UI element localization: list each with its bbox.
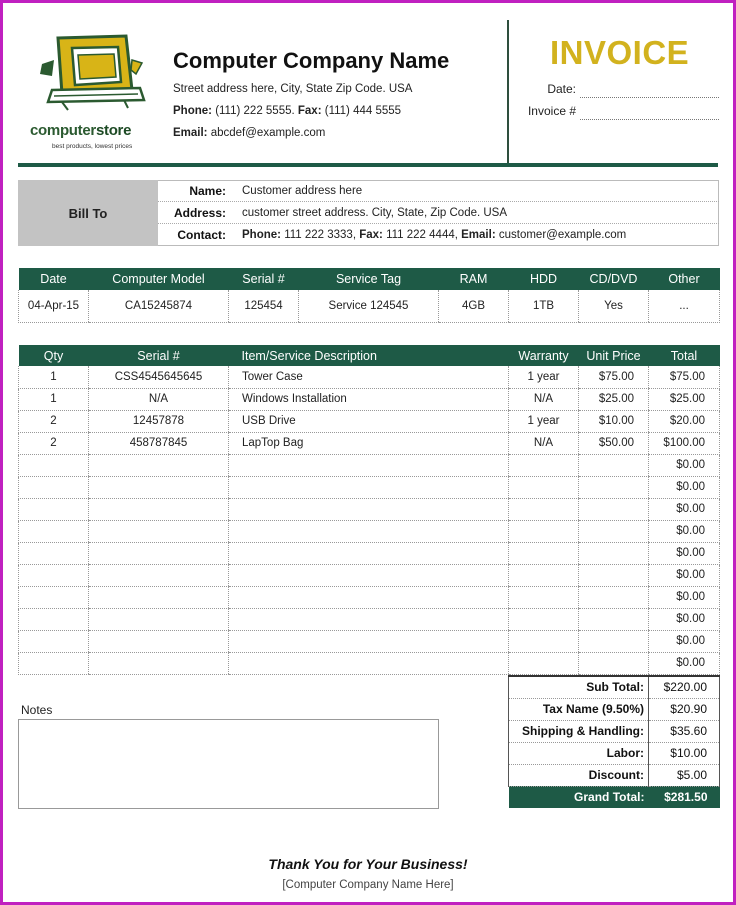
item-qty[interactable]: [19, 586, 89, 608]
item-unit-price[interactable]: [579, 652, 649, 674]
invoice-title: INVOICE: [550, 34, 690, 71]
totals-row: [509, 676, 720, 698]
spec-header-model: Computer Model: [89, 268, 229, 290]
item-serial[interactable]: CSS4545645645: [89, 366, 229, 388]
item-description[interactable]: LapTop Bag: [229, 432, 509, 454]
item-row: [19, 366, 720, 388]
item-warranty[interactable]: N/A: [509, 432, 579, 454]
footer-company-name: [Computer Company Name Here]: [282, 879, 454, 891]
notes-field[interactable]: [18, 719, 439, 809]
item-warranty[interactable]: [509, 498, 579, 520]
item-total[interactable]: $0.00: [649, 542, 720, 564]
spec-header-cd-dvd: CD/DVD: [579, 268, 649, 290]
item-unit-price[interactable]: [579, 564, 649, 586]
bill-to-name[interactable]: Customer address here: [242, 185, 363, 197]
item-warranty[interactable]: [509, 454, 579, 476]
notes-label: Notes: [21, 703, 53, 717]
thank-you-message: Thank You for Your Business!: [268, 856, 468, 872]
totals-value[interactable]: $220.00: [649, 676, 720, 698]
item-description[interactable]: [229, 542, 509, 564]
item-qty[interactable]: 2: [19, 410, 89, 432]
item-row: [19, 542, 720, 564]
item-unit-price[interactable]: [579, 454, 649, 476]
spec-header-other: Other: [649, 268, 720, 290]
item-serial[interactable]: [89, 476, 229, 498]
item-row: [19, 586, 720, 608]
item-total[interactable]: $100.00: [649, 432, 720, 454]
item-serial[interactable]: [89, 454, 229, 476]
items-header-serial: Serial #: [89, 345, 229, 366]
bill-to-contact[interactable]: Phone: 111 222 3333, Fax: 111 222 4444, Email: customer@example.com: [242, 229, 627, 241]
spec-hdd[interactable]: 1TB: [509, 290, 579, 322]
company-address: Street address here, City, State Zip Code. USA: [173, 83, 413, 95]
item-qty[interactable]: 1: [19, 388, 89, 410]
bill-to-address[interactable]: customer street address. City, State, Zip Code. USA: [242, 207, 508, 219]
item-unit-price[interactable]: $10.00: [579, 410, 649, 432]
item-serial[interactable]: 12457878: [89, 410, 229, 432]
item-warranty[interactable]: [509, 542, 579, 564]
item-unit-price[interactable]: [579, 476, 649, 498]
item-row: [19, 454, 720, 476]
item-row: [19, 520, 720, 542]
item-description[interactable]: Tower Case: [229, 366, 509, 388]
item-total[interactable]: $0.00: [649, 454, 720, 476]
item-serial[interactable]: [89, 586, 229, 608]
bill-to-address-label: Address:: [173, 206, 226, 220]
totals-row: [509, 764, 720, 786]
item-description[interactable]: [229, 586, 509, 608]
company-name: Computer Company Name: [173, 48, 450, 73]
totals-row: [509, 742, 720, 764]
item-serial[interactable]: [89, 520, 229, 542]
date-field[interactable]: [580, 97, 719, 98]
item-row: [19, 432, 720, 454]
item-warranty[interactable]: [509, 476, 579, 498]
totals-label: Labor:: [509, 742, 649, 764]
company-phone-fax: Phone: (111) 222 5555. Fax: (111) 444 5555: [173, 105, 402, 117]
item-warranty[interactable]: [509, 586, 579, 608]
item-serial[interactable]: 458787845: [89, 432, 229, 454]
totals-value[interactable]: $35.60: [649, 720, 720, 742]
item-qty[interactable]: [19, 564, 89, 586]
bill-to-separator: [158, 201, 719, 202]
item-row: [19, 608, 720, 630]
spec-header-serial: Serial #: [229, 268, 299, 290]
item-qty[interactable]: 2: [19, 432, 89, 454]
item-unit-price[interactable]: $75.00: [579, 366, 649, 388]
item-unit-price[interactable]: [579, 630, 649, 652]
grand-total-row: [509, 786, 720, 808]
item-warranty[interactable]: 1 year: [509, 366, 579, 388]
item-total[interactable]: $75.00: [649, 366, 720, 388]
item-total[interactable]: $0.00: [649, 476, 720, 498]
grand-total-value: $281.50: [649, 786, 720, 808]
computer-spec-table: [18, 268, 720, 323]
spec-header-date: Date: [19, 268, 89, 290]
header-divider-vertical: [507, 20, 509, 164]
item-description[interactable]: [229, 652, 509, 674]
item-serial[interactable]: [89, 630, 229, 652]
item-unit-price[interactable]: $25.00: [579, 388, 649, 410]
totals-row: [509, 720, 720, 742]
spec-date[interactable]: 04-Apr-15: [19, 290, 89, 322]
item-row: [19, 410, 720, 432]
item-description[interactable]: [229, 520, 509, 542]
item-qty[interactable]: [19, 476, 89, 498]
totals-value[interactable]: $20.90: [649, 698, 720, 720]
item-total[interactable]: $0.00: [649, 586, 720, 608]
item-row: [19, 652, 720, 674]
item-unit-price[interactable]: [579, 586, 649, 608]
item-warranty[interactable]: [509, 564, 579, 586]
item-serial[interactable]: [89, 542, 229, 564]
logo-tagline: best products, lowest prices: [52, 143, 133, 150]
invoice-number-label: Invoice #: [527, 104, 576, 118]
spec-serial[interactable]: 125454: [229, 290, 299, 322]
grand-total-label: Grand Total:: [509, 786, 649, 808]
item-qty[interactable]: [19, 630, 89, 652]
item-row: [19, 498, 720, 520]
item-serial[interactable]: [89, 498, 229, 520]
totals-label: Shipping & Handling:: [509, 720, 649, 742]
item-qty[interactable]: 1: [19, 366, 89, 388]
item-row: [19, 630, 720, 652]
items-header-total: Total: [649, 345, 720, 366]
totals-label: Tax Name (9.50%): [509, 698, 649, 720]
item-qty[interactable]: [19, 520, 89, 542]
spec-service-tag[interactable]: Service 124545: [299, 290, 439, 322]
item-serial[interactable]: [89, 652, 229, 674]
item-unit-price[interactable]: [579, 498, 649, 520]
items-header-qty: Qty: [19, 345, 89, 366]
item-row: [19, 564, 720, 586]
spec-model[interactable]: CA15245874: [89, 290, 229, 322]
item-warranty[interactable]: 1 year: [509, 410, 579, 432]
item-description[interactable]: [229, 608, 509, 630]
item-unit-price[interactable]: $50.00: [579, 432, 649, 454]
spec-header-hdd: HDD: [509, 268, 579, 290]
item-qty[interactable]: [19, 608, 89, 630]
bill-to-contact-label: Contact:: [177, 228, 226, 242]
item-description[interactable]: Windows Installation: [229, 388, 509, 410]
items-table: [18, 345, 720, 675]
item-description[interactable]: [229, 476, 509, 498]
logo-wordmark: computerstore: [30, 122, 132, 139]
item-warranty[interactable]: [509, 652, 579, 674]
item-unit-price[interactable]: [579, 608, 649, 630]
item-total[interactable]: $25.00: [649, 388, 720, 410]
totals-table: [508, 675, 720, 808]
spec-ram[interactable]: 4GB: [439, 290, 509, 322]
bill-to-label: Bill To: [18, 180, 158, 246]
spec-header-service-tag: Service Tag: [299, 268, 439, 290]
item-qty[interactable]: [19, 454, 89, 476]
item-warranty[interactable]: [509, 520, 579, 542]
item-description[interactable]: [229, 564, 509, 586]
company-email: Email: abcdef@example.com: [173, 127, 326, 139]
items-header-warranty: Warranty: [509, 345, 579, 366]
item-serial[interactable]: N/A: [89, 388, 229, 410]
totals-value[interactable]: $5.00: [649, 764, 720, 786]
spec-row: [19, 290, 720, 322]
item-serial[interactable]: [89, 608, 229, 630]
item-warranty[interactable]: N/A: [509, 388, 579, 410]
item-unit-price[interactable]: [579, 542, 649, 564]
items-header-unit-price: Unit Price: [579, 345, 649, 366]
item-total[interactable]: $0.00: [649, 630, 720, 652]
item-total[interactable]: $0.00: [649, 520, 720, 542]
items-header-description: Item/Service Description: [229, 345, 509, 366]
item-total[interactable]: $0.00: [649, 608, 720, 630]
totals-label: Discount:: [509, 764, 649, 786]
item-total[interactable]: $0.00: [649, 652, 720, 674]
item-description[interactable]: [229, 454, 509, 476]
invoice-number-field[interactable]: [580, 119, 719, 120]
totals-value[interactable]: $10.00: [649, 742, 720, 764]
totals-row: [509, 698, 720, 720]
item-unit-price[interactable]: [579, 520, 649, 542]
item-description[interactable]: [229, 630, 509, 652]
date-label: Date:: [547, 82, 576, 96]
item-total[interactable]: $20.00: [649, 410, 720, 432]
spec-header-ram: RAM: [439, 268, 509, 290]
item-total[interactable]: $0.00: [649, 564, 720, 586]
item-row: [19, 476, 720, 498]
item-serial[interactable]: [89, 564, 229, 586]
item-warranty[interactable]: [509, 630, 579, 652]
bill-to-separator: [158, 223, 719, 224]
item-description[interactable]: [229, 498, 509, 520]
item-qty[interactable]: [19, 652, 89, 674]
item-total[interactable]: $0.00: [649, 498, 720, 520]
item-qty[interactable]: [19, 498, 89, 520]
header-divider: [18, 163, 718, 167]
bill-to-name-label: Name:: [189, 184, 226, 198]
item-row: [19, 388, 720, 410]
item-qty[interactable]: [19, 542, 89, 564]
spec-cd-dvd[interactable]: Yes: [579, 290, 649, 322]
totals-label: Sub Total:: [509, 676, 649, 698]
item-description[interactable]: USB Drive: [229, 410, 509, 432]
spec-other[interactable]: ...: [649, 290, 720, 322]
item-warranty[interactable]: [509, 608, 579, 630]
